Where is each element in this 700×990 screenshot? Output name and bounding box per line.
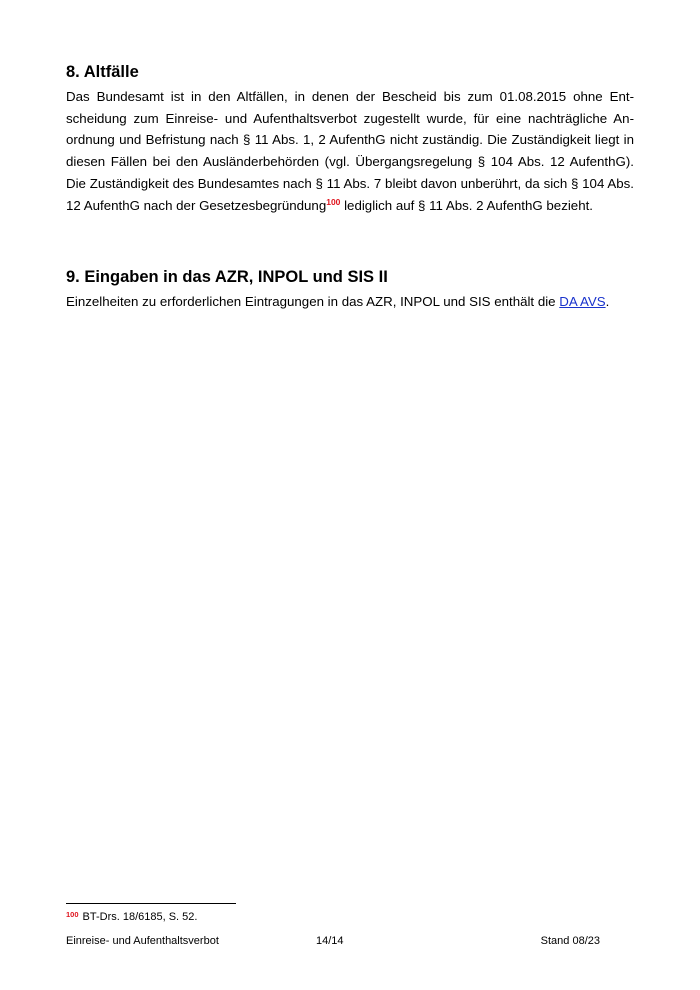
da-avs-link[interactable]: DA AVS xyxy=(559,294,606,309)
footnote-number: 100 xyxy=(66,910,79,919)
section-altfaelle xyxy=(66,60,634,216)
paragraph-text-part: lediglich auf § 11 Abs. 2 AufenthG bezieht. xyxy=(340,197,593,213)
paragraph-text-part: Einzelheiten zu erforderlichen Eintragungen in das AZR, INPOL und SIS enthält die xyxy=(66,294,560,309)
section-eingaben xyxy=(66,265,634,313)
footer-page-number: 14/14 xyxy=(316,935,344,947)
footnote-reference[interactable]: 100 xyxy=(326,196,341,207)
section-heading-altfaelle: 8. Altfälle xyxy=(66,63,139,81)
footer-document-title: Einreise- und Aufenthaltsverbot xyxy=(66,935,219,947)
section-paragraph-eingaben xyxy=(66,291,634,313)
footnote-divider xyxy=(66,903,236,904)
section-paragraph-altfaelle xyxy=(66,86,634,216)
footnote xyxy=(66,908,197,924)
paragraph-text-part: . xyxy=(605,294,610,309)
footer-version: Stand 08/23 xyxy=(540,935,600,947)
footnote-text: BT-Drs. 18/6185, S. 52. xyxy=(82,911,198,923)
paragraph-text-part: Das Bundesamt ist in den Altfällen, in denen der Bescheid bis zum 01.08.2015 ohne Entscheidung zum Einreise- und Aufenthaltsverbot zugestellt wurde, für eine nachträgliche Anordnung und Befristung nach § 11 Abs. 1, 2 AufenthG nicht zuständig. Die Zuständigkeit liegt in diesen Fällen bei den Ausländerbehörden (vgl. Übergangsregelung § 104 Abs. 12 AufenthG). Die Zuständigkeit des Bundesamtes nach § 11 Abs. 7 bleibt davon unberührt, da sich § 104 Abs. 12 AufenthG nach der Gesetzesbegründung xyxy=(66,89,634,213)
section-heading-eingaben: 9. Eingaben in das AZR, INPOL und SIS II xyxy=(66,268,388,286)
document-page xyxy=(66,0,634,990)
